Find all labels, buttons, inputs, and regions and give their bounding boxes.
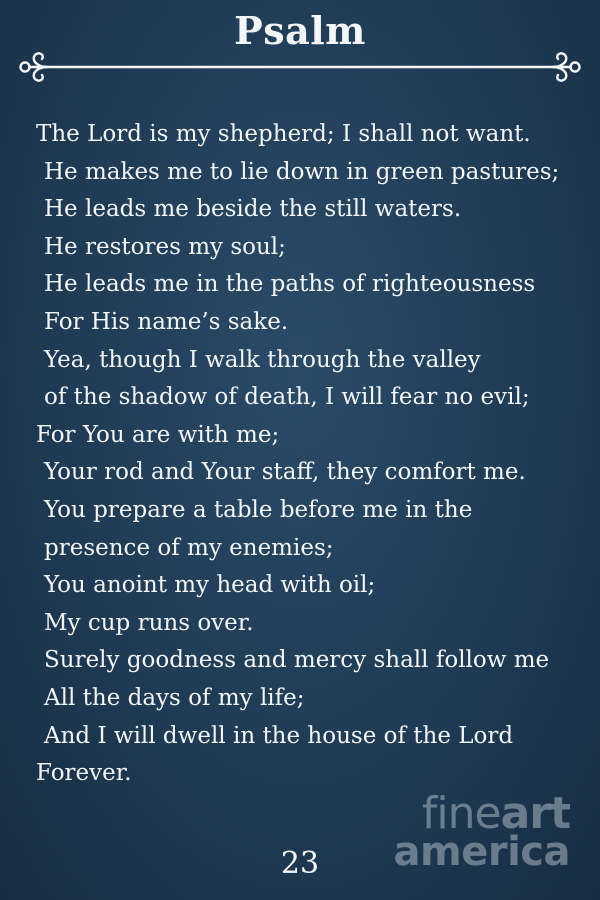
ornamental-divider — [15, 50, 585, 84]
verse-line: You prepare a table before me in the — [44, 496, 473, 523]
verse-line: He leads me beside the still waters. — [44, 196, 462, 223]
verse-line: Yea, though I walk through the valley — [44, 346, 481, 373]
verse-line: Your rod and Your staff, they comfort me. — [44, 459, 526, 486]
psalm-text — [36, 116, 576, 793]
verse-line: Forever. — [36, 760, 132, 787]
verse-line: And I will dwell in the house of the Lord — [44, 722, 514, 749]
verse-line: For You are with me; — [36, 421, 280, 448]
watermark-word-fine: fine — [421, 788, 501, 839]
verse-line: He restores my soul; — [44, 233, 286, 260]
poster-title: Psalm — [234, 8, 366, 53]
watermark-word-art: art — [500, 788, 570, 839]
verse-line: presence of my enemies; — [44, 534, 334, 561]
verse-line: He leads me in the paths of righteousness — [44, 271, 536, 298]
verse-line: All the days of my life; — [44, 684, 305, 711]
watermark-word-america: america — [393, 829, 570, 875]
verse-line: He makes me to lie down in green pastures; — [44, 158, 560, 185]
verse-line: of the shadow of death, I will fear no evil; — [44, 384, 530, 411]
verse-line: For His name’s sake. — [44, 308, 289, 335]
verse-line: Surely goodness and mercy shall follow me — [44, 647, 550, 674]
verse-line: You anoint my head with oil; — [44, 572, 376, 599]
verse-line: The Lord is my shepherd; I shall not want. — [36, 121, 531, 147]
psalm-number: 23 — [280, 846, 320, 881]
verse-line: My cup runs over. — [44, 609, 254, 636]
